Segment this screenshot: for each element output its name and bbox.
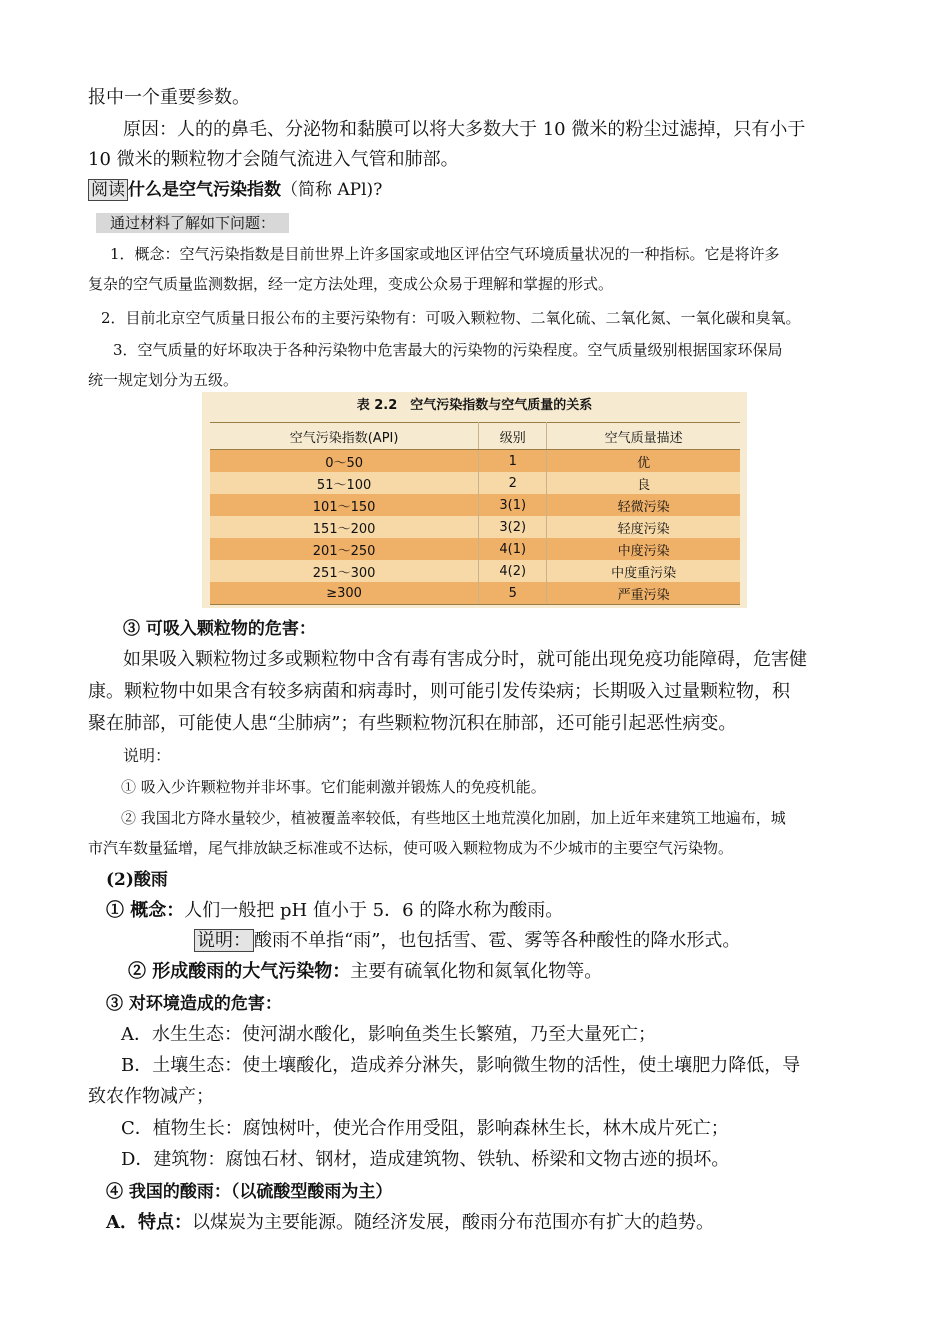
table-cell: 51～100 <box>210 472 479 494</box>
acid-concept-label: ① 概念： <box>106 900 185 921</box>
table-cell: 优 <box>547 450 740 473</box>
harm-item: C．植物生长：腐蚀树叶，使光合作用受阻，影响森林生长，林木成片死亡； <box>121 1118 729 1139</box>
material-note <box>96 211 289 235</box>
table-row <box>210 472 740 494</box>
quality-item-cont: 统一规定划分为五级。 <box>88 371 239 389</box>
harm-item: B．土壤生态：使土壤酸化，造成养分淋失，影响微生物的活性，使土壤肥力降低，导 <box>121 1055 801 1076</box>
note-item: ① 吸入少许颗粒物并非坏事。它们能刺激并锻炼人的免疫机能。 <box>121 778 546 796</box>
acid-pollutants-text: 主要有硫氧化物和氮氧化物等。 <box>350 961 603 982</box>
table-caption: 表 2.2 空气污染指数与空气质量的关系 <box>356 398 593 413</box>
table-cell: 3(2) <box>479 516 547 538</box>
paragraph-text: 报中一个重要参数。 <box>88 87 250 108</box>
harm-item: D．建筑物：腐蚀石材、钢材，造成建筑物、铁轨、桥梁和文物古迹的损坏。 <box>121 1149 730 1170</box>
pollutant-item: 2．目前北京空气质量日报公布的主要污染物有：可吸入颗粒物、二氧化硫、二氧化氮、一氧化碳和臭氧。 <box>101 309 801 327</box>
paragraph-text: 如果吸入颗粒物过多或颗粒物中含有毒有害成分时，就可能出现免疫功能障碍，危害健 <box>123 649 807 670</box>
table-row <box>210 560 740 582</box>
acid-concept-text: 人们一般把 pH 值小于 5．6 的降水称为酸雨。 <box>184 900 564 921</box>
api-table-image <box>202 392 747 608</box>
paragraph-text: 原因：人的的鼻毛、分泌物和黏膜可以将大多数大于 10 微米的粉尘过滤掉，只有小于 <box>123 119 806 140</box>
table-header: 空气污染指数(API) <box>210 423 479 450</box>
table-row <box>210 494 740 516</box>
table-row <box>210 582 740 605</box>
section-heading: ③ 可吸入颗粒物的危害： <box>123 619 316 639</box>
acid-feature-label: A．特点： <box>106 1212 192 1233</box>
reading-heading <box>88 178 382 202</box>
table-cell: 1 <box>479 450 547 473</box>
paragraph-text: 10 微米的颗粒物才会随气流进入气管和肺部。 <box>88 149 459 170</box>
harm-item: A．水生生态：使河湖水酸化，影响鱼类生长繁殖，乃至大量死亡； <box>121 1024 656 1045</box>
reading-title: 什么是空气污染指数 <box>128 180 281 200</box>
table-cell: ≥300 <box>210 582 479 605</box>
reading-tag: 阅读 <box>88 179 128 201</box>
section-heading: ③ 对环境造成的危害： <box>106 994 282 1014</box>
table-row <box>210 516 740 538</box>
table-cell: 2 <box>479 472 547 494</box>
concept-item-cont: 复杂的空气质量监测数据，经一定方法处理，变成公众易于理解和掌握的形式。 <box>88 275 614 293</box>
acid-concept <box>106 899 563 923</box>
table-cell: 中度重污染 <box>547 560 740 582</box>
table-cell: 3(1) <box>479 494 547 516</box>
table-cell: 轻度污染 <box>547 516 740 538</box>
section-heading: (2)酸雨 <box>106 870 168 890</box>
acid-feature-text: 以煤炭为主要能源。随经济发展，酸雨分布范围亦有扩大的趋势。 <box>191 1212 714 1233</box>
concept-item: 1．概念：空气污染指数是目前世界上许多国家或地区评估空气环境质量状况的一种指标。它是将许多 <box>110 245 780 263</box>
acid-feature <box>106 1211 714 1235</box>
note-item-cont: 市汽车数量猛增，尾气排放缺乏标准或不达标，使可吸入颗粒物成为不少城市的主要空气污染物。 <box>88 839 734 857</box>
table-cell: 良 <box>547 472 740 494</box>
acid-pollutants-label: ② 形成酸雨的大气污染物： <box>128 961 351 982</box>
note-item: ② 我国北方降水量较少，植被覆盖率较低，有些地区土地荒漠化加剧，加上近年来建筑工地遍布，城 <box>121 809 786 827</box>
table-cell: 151～200 <box>210 516 479 538</box>
table-row <box>210 538 740 560</box>
section-heading: ④ 我国的酸雨：（以硫酸型酸雨为主） <box>106 1182 393 1202</box>
material-note-text: 通过材料了解如下问题： <box>96 213 289 233</box>
harm-item-cont: 致农作物减产； <box>88 1086 214 1107</box>
reading-suffix: （简称 APl)? <box>281 180 383 200</box>
table-cell: 0～50 <box>210 450 479 473</box>
table-cell: 严重污染 <box>547 582 740 605</box>
paragraph-text: 聚在肺部，可能使人患“尘肺病”；有些颗粒物沉积在肺部，还可能引起恶性病变。 <box>88 713 737 734</box>
table-header: 空气质量描述 <box>547 423 740 450</box>
acid-note-text: 酸雨不单指“雨”，也包括雪、雹、雾等各种酸性的降水形式。 <box>254 930 741 951</box>
table-header: 级别 <box>479 423 547 450</box>
paragraph-text: 康。颗粒物中如果含有较多病菌和病毒时，则可能引发传染病；长期吸入过量颗粒物，积 <box>88 681 790 702</box>
table-cell: 轻微污染 <box>547 494 740 516</box>
table-row <box>210 450 740 473</box>
table-cell: 101～150 <box>210 494 479 516</box>
table-cell: 201～250 <box>210 538 479 560</box>
acid-note <box>194 929 740 953</box>
table-cell: 4(1) <box>479 538 547 560</box>
api-table <box>210 422 740 605</box>
quality-item: 3．空气质量的好坏取决于各种污染物中危害最大的污染物的污染程度。空气质量级别根据国家环保局 <box>113 341 783 359</box>
note-tag: 说明： <box>194 929 254 952</box>
acid-pollutants <box>128 960 602 984</box>
table-cell: 4(2) <box>479 560 547 582</box>
table-cell: 中度污染 <box>547 538 740 560</box>
table-cell: 251～300 <box>210 560 479 582</box>
note-label: 说明： <box>123 746 172 765</box>
table-cell: 5 <box>479 582 547 605</box>
